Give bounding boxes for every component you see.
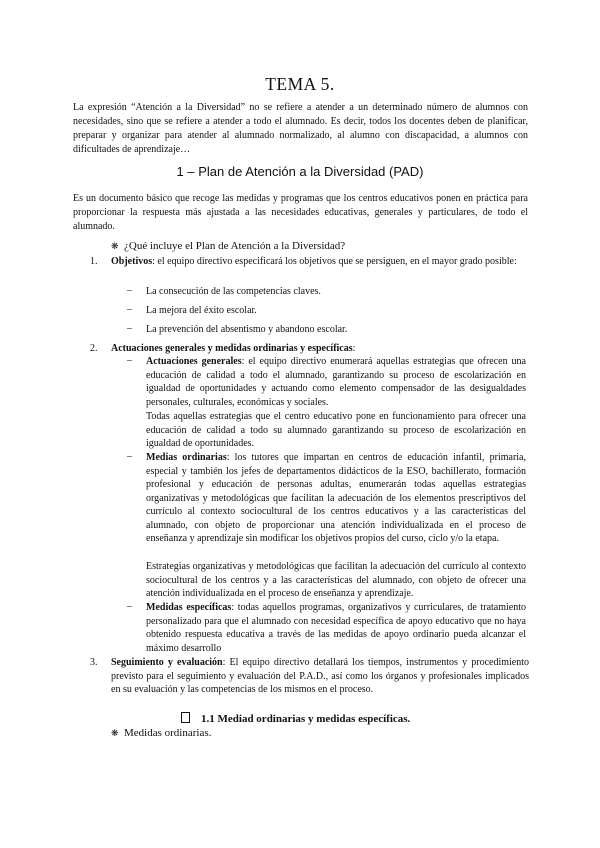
item-3-text: : El equipo directivo detallará los tiempos, instrumentos y procedimiento previsto para el seguimiento y evaluación del P.A.D., así como los órganos y profesionales implicados en su evaluación y las competencias de los mismos en el proceso.	[111, 657, 529, 695]
item-2-text: :	[352, 343, 356, 354]
final-bullet	[111, 726, 411, 740]
medias-ordinarias-text: : los tutores que impartan en centros de educación infantil, primaria, especial y también los jefes de departamentos didácticos de la ESO, bachillerato, formación profesional y educación de personas adultas, enumerarán todas aquellas estrategias organizativas y metodológicas que facilitan la adecuación de los elementos prescriptivos del currículo al contexto sociocultural de los centros educativos y a las características del alumnado, con objeto de proporcionar una atención individualizada en el proceso de enseñanza y aprendizaje sin modificar los objetivos propios del curso, ciclo y/o la etapa.	[146, 452, 526, 544]
medias-ordinarias-term: Medias ordinarias	[146, 452, 227, 463]
item-number-2: 2.	[90, 343, 98, 354]
medidas-especificas-term: Medidas específicas	[146, 602, 232, 613]
intro-paragraph: La expresión “Atención a la Diversidad” no se refiere a atender a un determinado número de alumnos con necesidades, sino que se refiere a atender a todo el alumnado. Es decir, todos los docentes deben de planificar, preparar y organizar para atender al alumnado normalizado, al alumno con discapacidad, a alumnos con dificultades de aprendizaje…	[73, 102, 528, 155]
list-item: La prevención del absentismo y abandono escolar.	[146, 324, 348, 335]
medias-ordinarias	[146, 451, 526, 546]
dash-bullet-icon: –	[127, 451, 132, 462]
list-item: La mejora del éxito escolar.	[146, 305, 257, 316]
item-number-1: 1.	[90, 256, 98, 267]
medidas-especificas	[146, 601, 526, 655]
item-1-text: : el equipo directivo especificará los objetivos que se persiguen, en el mayor grado posible:	[152, 256, 517, 267]
dash-bullet-icon: –	[127, 323, 132, 334]
section-heading-pad: 1 – Plan de Atención a la Diversidad (PAD)	[176, 164, 424, 179]
asterisk-bullet-icon: ❋	[111, 241, 119, 251]
item-2-term: Actuaciones generales y medidas ordinarias y específicas	[111, 343, 353, 354]
checkbox-square-icon	[181, 712, 190, 723]
dash-bullet-icon: –	[127, 285, 132, 296]
medidas-especificas-text: : todas aquellos programas, organizativos y curriculares, de tratamiento personalizado para que el alumnado con necesidad específica de apoyo educativo que no haya obtenido respuesta educativa a través de las medidas de apoyo ordinario pueda alcanzar el máximo desarrollo	[146, 602, 527, 654]
actuaciones-generales	[146, 355, 526, 409]
dash-bullet-icon: –	[127, 355, 132, 366]
dash-bullet-icon: –	[127, 601, 132, 612]
final-bullet-text: Medidas ordinarias.	[124, 727, 212, 739]
dash-bullet-icon: –	[127, 304, 132, 315]
item-3-seguimiento	[111, 656, 529, 697]
actuaciones-generales-term: Actuaciones generales	[146, 356, 242, 367]
item-3-term: Seguimiento y evaluación	[111, 657, 223, 668]
section-heading-medidas-text: 1.1 Mediad ordinarias y medidas específicas.	[201, 713, 411, 725]
item-number-3: 3.	[90, 657, 98, 668]
actuaciones-generales-extra: Todas aquellas estrategias que el centro educativo pone en funcionamiento para ofrecer una educación de calidad a todo su alumnado garantizando su proceso de escolarización en igualdad de oportunidades.	[146, 411, 526, 449]
actuaciones-generales-text: : el equipo directivo enumerará aquellas estrategias que ofrecen una educación de calidad a todo el alumnado, garantizando su proceso de escolarización en igualdad de oportunidades y actuando como elemento compensador de las desigualdades personales, culturales, económicas y sociales.	[146, 356, 526, 408]
section-heading-medidas	[181, 712, 511, 725]
item-1-term: Objetivos	[111, 256, 153, 267]
item-1-objetivos	[111, 255, 529, 269]
page-title: TEMA 5.	[265, 74, 335, 94]
asterisk-bullet-icon: ❋	[111, 728, 119, 738]
pad-description: Es un documento básico que recoge las medidas y programas que los centros educativos ponen en práctica para proporcionar la respuesta más ajustada a las necesidades educativas, generales y particulares, de todo el alumnado.	[73, 193, 528, 232]
item-2-heading	[111, 342, 529, 356]
list-item: La consecución de las competencias claves.	[146, 286, 321, 297]
question-text: ¿Qué incluye el Plan de Atención a la Diversidad?	[124, 240, 346, 252]
question-bullet	[111, 239, 531, 253]
medias-ordinarias-extra: Estrategias organizativas y metodológicas que facilitan la adecuación del currículo al contexto sociocultural de los centros y a las características del alumnado, con objeto de ofrecer una atención individualizada en el proceso de enseñanza y aprendizaje.	[146, 561, 526, 599]
